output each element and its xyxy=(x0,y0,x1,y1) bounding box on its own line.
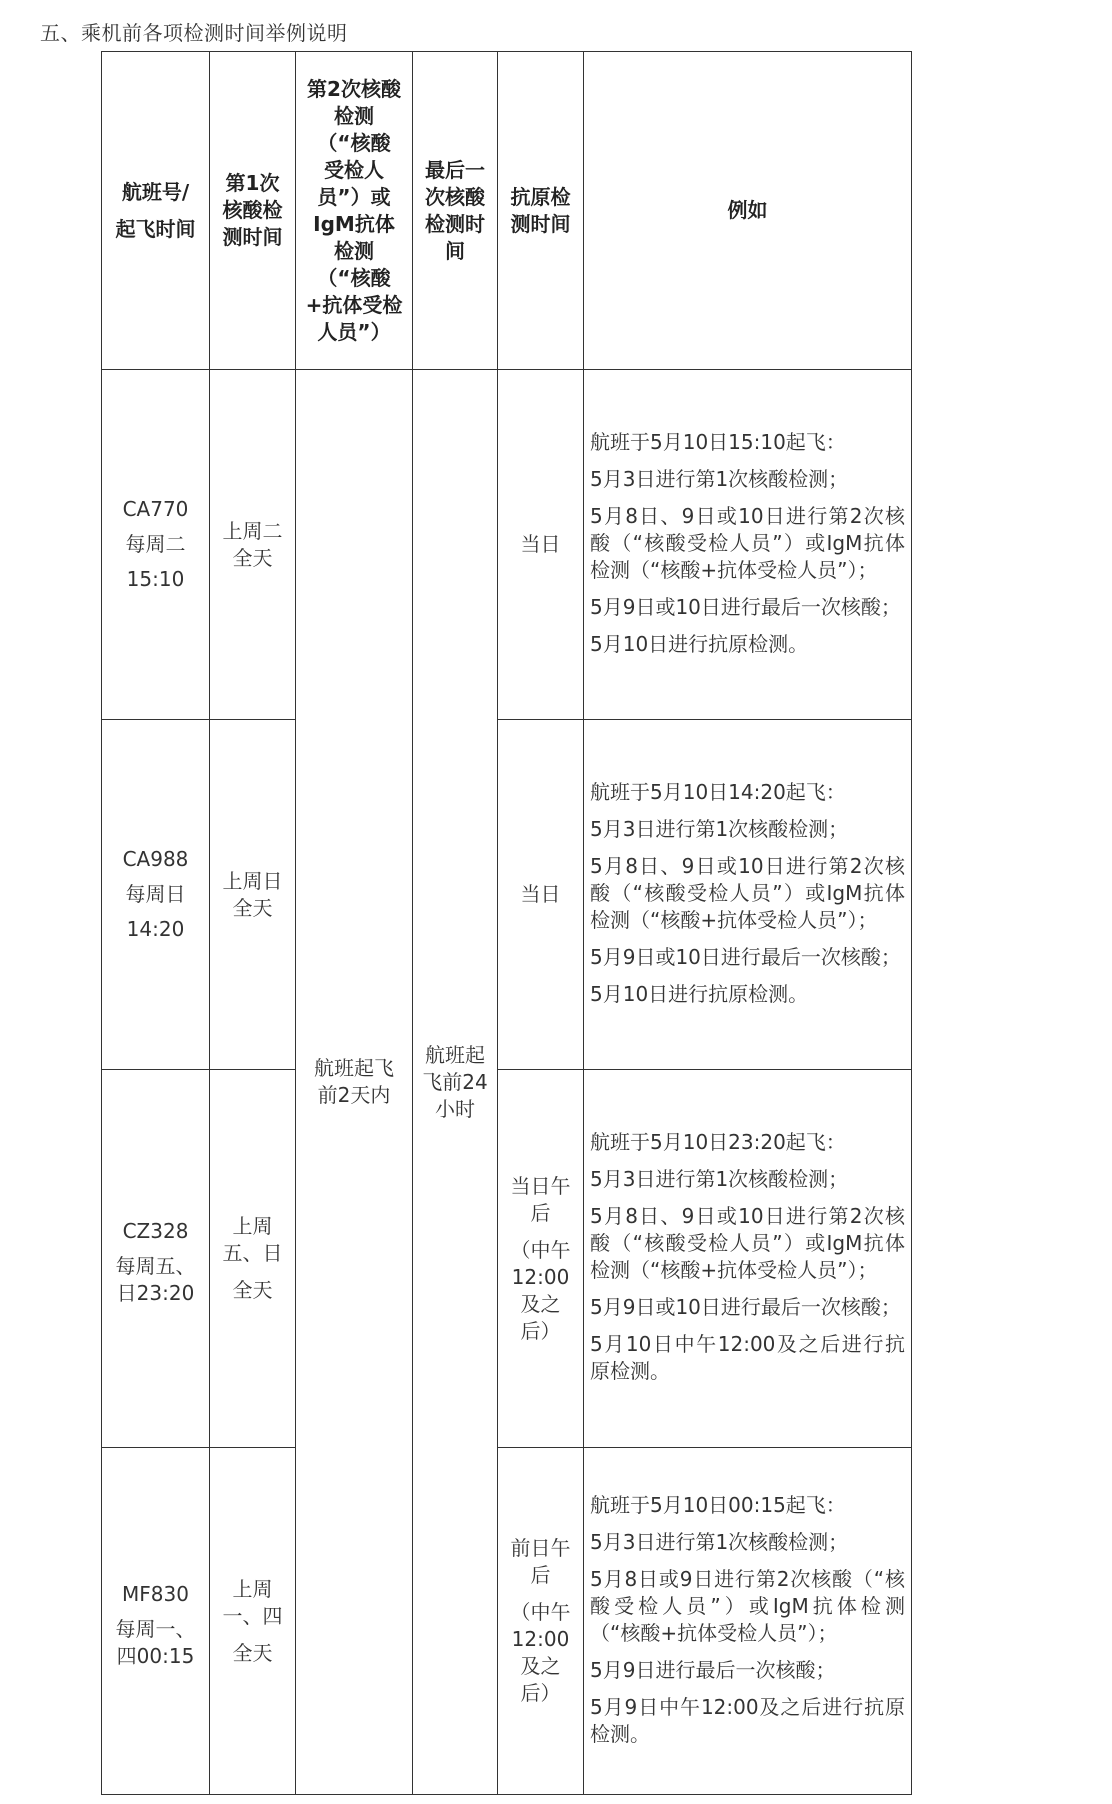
flight-cell: CZ328 每周五、 日23:20 xyxy=(102,1070,210,1448)
test-schedule-table xyxy=(101,51,912,1795)
antigen-test-cell: 当日 xyxy=(498,720,584,1070)
first-test-cell: 上周 五、日 全天 xyxy=(210,1070,296,1448)
table-row xyxy=(102,370,912,720)
antigen-test-cell: 当日 xyxy=(498,370,584,720)
example-cell: 航班于5月10日00:15起飞： 5月3日进行第1次核酸检测； 5月8日或9日进行第2次核酸（“核酸受检人员”）或IgM抗体检测（“核酸+抗体受检人员”）； 5月9日进行最后一次核酸； 5月9日中午12:00及之后进行抗原检测。 xyxy=(584,1448,912,1795)
antigen-test-cell: 前日午 后 （中午 12:00 及之 后） xyxy=(498,1448,584,1795)
header-example: 例如 xyxy=(584,52,912,370)
header-antigen-test: 抗原检 测时间 xyxy=(498,52,584,370)
header-flight: 航班号/ 起飞时间 xyxy=(102,52,210,370)
last-test-shared-cell: 航班起 飞前24 小时 xyxy=(413,370,498,1795)
second-test-shared-cell: 航班起飞 前2天内 xyxy=(296,370,413,1795)
header-second-test: 第2次核酸 检测 （“核酸 受检人 员”）或 IgM抗体 检测 （“核酸 +抗体受检 人员”） xyxy=(296,52,413,370)
header-first-test: 第1次 核酸检 测时间 xyxy=(210,52,296,370)
flight-cell: CA988 每周日 14:20 xyxy=(102,720,210,1070)
table-row xyxy=(102,720,912,1070)
section-title: 五、乘机前各项检测时间举例说明 xyxy=(40,21,348,45)
flight-cell: CA770 每周二 15:10 xyxy=(102,370,210,720)
example-cell: 航班于5月10日14:20起飞： 5月3日进行第1次核酸检测； 5月8日、9日或10日进行第2次核酸（“核酸受检人员”）或IgM抗体检测（“核酸+抗体受检人员”）； 5月9日或10日进行最后一次核酸； 5月10日进行抗原检测。 xyxy=(584,720,912,1070)
antigen-test-cell: 当日午 后 （中午 12:00 及之 后） xyxy=(498,1070,584,1448)
first-test-cell: 上周 一、四 全天 xyxy=(210,1448,296,1795)
first-test-cell: 上周日 全天 xyxy=(210,720,296,1070)
example-cell: 航班于5月10日15:10起飞： 5月3日进行第1次核酸检测； 5月8日、9日或10日进行第2次核酸（“核酸受检人员”）或IgM抗体检测（“核酸+抗体受检人员”）； 5月9日或10日进行最后一次核酸； 5月10日进行抗原检测。 xyxy=(584,370,912,720)
example-cell: 航班于5月10日23:20起飞： 5月3日进行第1次核酸检测； 5月8日、9日或10日进行第2次核酸（“核酸受检人员”）或IgM抗体检测（“核酸+抗体受检人员”）； 5月9日或10日进行最后一次核酸； 5月10日中午12:00及之后进行抗原检测。 xyxy=(584,1070,912,1448)
flight-cell: MF830 每周一、 四00:15 xyxy=(102,1448,210,1795)
header-last-test: 最后一 次核酸 检测时 间 xyxy=(413,52,498,370)
table-row xyxy=(102,1070,912,1448)
first-test-cell: 上周二 全天 xyxy=(210,370,296,720)
table-row xyxy=(102,1448,912,1795)
header-row xyxy=(102,52,912,370)
